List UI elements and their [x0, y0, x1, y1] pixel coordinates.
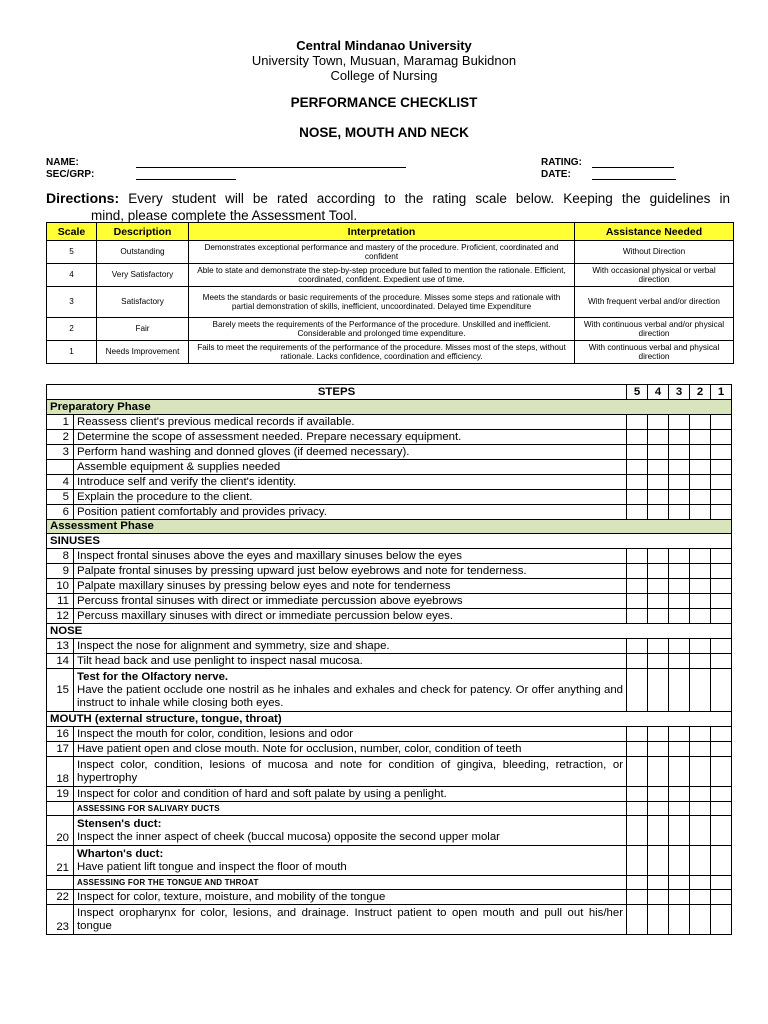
score-cell[interactable] [648, 579, 669, 594]
score-cell[interactable] [627, 742, 648, 757]
step-text: Explain the procedure to the client. [74, 490, 627, 505]
score-cell[interactable] [669, 475, 690, 490]
score-cell[interactable] [690, 445, 711, 460]
scale-header: Scale [47, 223, 97, 241]
score-cell[interactable] [648, 876, 669, 890]
score-cell[interactable] [690, 669, 711, 712]
step-number: 16 [47, 727, 74, 742]
score-cell[interactable] [669, 727, 690, 742]
score-cell[interactable] [627, 445, 648, 460]
score-cell[interactable] [690, 549, 711, 564]
directions-text-line2: mind, please complete the Assessment Tool. [91, 208, 358, 223]
step-row [47, 579, 732, 594]
score-cell[interactable] [669, 654, 690, 669]
step-text: Inspect the nose for alignment and symmetry, size and shape. [74, 639, 627, 654]
step-number: 15 [47, 669, 74, 712]
score-cell[interactable] [648, 564, 669, 579]
step-row [47, 639, 732, 654]
score-cell[interactable] [669, 802, 690, 816]
scale-row [47, 264, 734, 287]
steps-checklist-table [46, 384, 732, 935]
score-cell[interactable] [690, 594, 711, 609]
step-number: 10 [47, 579, 74, 594]
step-text: Inspect for color and condition of hard and soft palate by using a penlight. [74, 787, 627, 802]
college-name: College of Nursing [330, 68, 438, 83]
step-text: Inspect for color, texture, moisture, and mobility of the tongue [74, 890, 627, 905]
step-number: 6 [47, 505, 74, 520]
assessment-phase-label: Assessment Phase [47, 520, 732, 534]
score-cell[interactable] [648, 890, 669, 905]
score-cell[interactable] [669, 876, 690, 890]
score-header: 5 [627, 385, 648, 400]
score-cell[interactable] [690, 742, 711, 757]
score-cell[interactable] [690, 430, 711, 445]
step-number: 1 [47, 415, 74, 430]
score-cell[interactable] [669, 787, 690, 802]
score-cell[interactable] [648, 905, 669, 935]
score-cell[interactable] [711, 787, 732, 802]
step-text: Inspect the mouth for color, condition, lesions and odor [74, 727, 627, 742]
scale-assistance: With frequent verbal and/or direction [575, 287, 734, 318]
nose-section-label: NOSE [47, 624, 732, 639]
score-cell[interactable] [669, 742, 690, 757]
score-cell[interactable] [711, 490, 732, 505]
step-text: Position patient comfortably and provides privacy. [74, 505, 627, 520]
step-number: 4 [47, 475, 74, 490]
score-cell[interactable] [711, 564, 732, 579]
score-cell[interactable] [690, 905, 711, 935]
description-header: Description [97, 223, 189, 241]
secgrp-field[interactable] [136, 179, 236, 180]
step-row [47, 890, 732, 905]
score-cell[interactable] [711, 505, 732, 520]
score-cell[interactable] [690, 787, 711, 802]
score-cell[interactable] [627, 757, 648, 787]
secgrp-label: SEC/GRP: [46, 169, 95, 180]
score-cell[interactable] [690, 579, 711, 594]
scale-assistance: Without Direction [575, 241, 734, 264]
score-cell[interactable] [648, 505, 669, 520]
step-text [74, 669, 627, 712]
score-cell[interactable] [627, 639, 648, 654]
salivary-ducts-label: ASSESSING FOR SALIVARY DUCTS [74, 802, 627, 816]
step-row [47, 609, 732, 624]
scale-value: 5 [47, 241, 97, 264]
scale-interpretation: Fails to meet the requirements of the performance of the procedure. Misses most of the steps, without rationale. Lacks confidence, coordination and efficiency. [189, 341, 575, 364]
score-cell[interactable] [627, 905, 648, 935]
rating-scale-table [46, 222, 734, 364]
score-cell[interactable] [690, 846, 711, 876]
step-row [47, 475, 732, 490]
score-cell[interactable] [648, 669, 669, 712]
scale-value: 1 [47, 341, 97, 364]
step-row [47, 460, 732, 475]
phase-row [47, 400, 732, 415]
step-text [74, 816, 627, 846]
document-title: PERFORMANCE CHECKLIST [290, 95, 478, 110]
score-cell[interactable] [711, 802, 732, 816]
scale-description: Needs Improvement [97, 341, 189, 364]
score-cell[interactable] [648, 549, 669, 564]
score-cell[interactable] [669, 594, 690, 609]
score-cell[interactable] [711, 639, 732, 654]
score-cell[interactable] [627, 460, 648, 475]
score-cell[interactable] [711, 430, 732, 445]
step-title: Wharton's duct: [77, 847, 164, 860]
directions [46, 190, 730, 224]
score-cell[interactable] [669, 564, 690, 579]
document-subtitle: NOSE, MOUTH AND NECK [299, 125, 469, 140]
score-header: 1 [711, 385, 732, 400]
step-number: 13 [47, 639, 74, 654]
step-text: Tilt head back and use penlight to inspect nasal mucosa. [74, 654, 627, 669]
score-cell[interactable] [711, 846, 732, 876]
document-header [0, 38, 768, 141]
score-cell[interactable] [669, 609, 690, 624]
score-cell[interactable] [690, 816, 711, 846]
step-number: 18 [47, 757, 74, 787]
step-row [47, 787, 732, 802]
step-row [47, 415, 732, 430]
university-name: Central Mindanao University [296, 38, 472, 53]
score-cell[interactable] [711, 876, 732, 890]
score-cell[interactable] [669, 757, 690, 787]
score-cell[interactable] [627, 579, 648, 594]
scale-row [47, 341, 734, 364]
scale-row [47, 318, 734, 341]
date-label: DATE: [541, 169, 571, 180]
step-row [47, 654, 732, 669]
subsection-row [47, 876, 732, 890]
preparatory-phase-label: Preparatory Phase [47, 400, 732, 415]
step-row [47, 430, 732, 445]
score-cell[interactable] [669, 639, 690, 654]
score-cell[interactable] [711, 549, 732, 564]
steps-header-row [47, 385, 732, 400]
step-row [47, 490, 732, 505]
score-cell[interactable] [627, 876, 648, 890]
score-cell[interactable] [690, 415, 711, 430]
score-cell[interactable] [669, 549, 690, 564]
score-cell[interactable] [669, 460, 690, 475]
score-cell[interactable] [627, 816, 648, 846]
score-cell[interactable] [711, 579, 732, 594]
scale-value: 2 [47, 318, 97, 341]
step-row [47, 757, 732, 787]
score-cell[interactable] [669, 816, 690, 846]
step-title: Test for the Olfactory nerve. [77, 670, 229, 683]
step-number: 22 [47, 890, 74, 905]
step-number: 8 [47, 549, 74, 564]
score-cell[interactable] [648, 727, 669, 742]
university-address: University Town, Musuan, Maramag Bukidnon [251, 53, 517, 68]
step-number: 11 [47, 594, 74, 609]
scale-interpretation: Demonstrates exceptional performance and mastery of the procedure. Proficient, coordinated and confident [189, 241, 575, 264]
step-number: 14 [47, 654, 74, 669]
score-cell[interactable] [711, 475, 732, 490]
empty-number-cell [47, 802, 74, 816]
score-cell[interactable] [711, 890, 732, 905]
assistance-header: Assistance Needed [575, 223, 734, 241]
empty-number-cell [47, 876, 74, 890]
score-cell[interactable] [690, 890, 711, 905]
step-row [47, 445, 732, 460]
score-cell[interactable] [690, 757, 711, 787]
step-description: Have the patient occlude one nostril as he inhales and exhales and check for patency. Or offer anything and instruct to inhale while closing both eyes. [77, 683, 624, 709]
score-header: 2 [690, 385, 711, 400]
score-cell[interactable] [711, 445, 732, 460]
score-cell[interactable] [669, 579, 690, 594]
score-cell[interactable] [648, 816, 669, 846]
score-cell[interactable] [690, 490, 711, 505]
score-cell[interactable] [648, 639, 669, 654]
scale-row [47, 287, 734, 318]
step-text: Determine the scope of assessment needed. Prepare necessary equipment. [74, 430, 627, 445]
score-cell[interactable] [648, 742, 669, 757]
step-text: Inspect frontal sinuses above the eyes and maxillary sinuses below the eyes [74, 549, 627, 564]
score-cell[interactable] [627, 430, 648, 445]
score-cell[interactable] [690, 727, 711, 742]
name-label: NAME: [46, 157, 79, 168]
step-text [74, 846, 627, 876]
directions-label: Directions: [46, 190, 120, 206]
step-text: Percuss frontal sinuses with direct or immediate percussion above eyebrows [74, 594, 627, 609]
step-text: Reassess client's previous medical records if available. [74, 415, 627, 430]
rating-label: RATING: [541, 157, 582, 168]
score-cell[interactable] [711, 727, 732, 742]
scale-value: 3 [47, 287, 97, 318]
step-row [47, 742, 732, 757]
interpretation-header: Interpretation [189, 223, 575, 241]
score-cell[interactable] [711, 460, 732, 475]
step-text: Inspect color, condition, lesions of mucosa and note for condition of gingiva, bleeding, retraction, or hypertrophy [74, 757, 627, 787]
score-cell[interactable] [669, 846, 690, 876]
score-cell[interactable] [627, 787, 648, 802]
score-cell[interactable] [669, 905, 690, 935]
step-row [47, 505, 732, 520]
step-text: Have patient open and close mouth. Note for occlusion, number, color, condition of teeth [74, 742, 627, 757]
score-cell[interactable] [711, 757, 732, 787]
score-cell[interactable] [690, 505, 711, 520]
score-cell[interactable] [669, 890, 690, 905]
score-cell[interactable] [648, 460, 669, 475]
score-cell[interactable] [648, 609, 669, 624]
section-row [47, 534, 732, 549]
step-number: 21 [47, 846, 74, 876]
scale-description: Satisfactory [97, 287, 189, 318]
score-cell[interactable] [690, 460, 711, 475]
scale-description: Fair [97, 318, 189, 341]
scale-assistance: With occasional physical or verbal direction [575, 264, 734, 287]
score-cell[interactable] [627, 609, 648, 624]
step-number: 2 [47, 430, 74, 445]
score-cell[interactable] [648, 787, 669, 802]
score-cell[interactable] [690, 876, 711, 890]
scale-row [47, 241, 734, 264]
steps-header: STEPS [47, 385, 627, 400]
step-row [47, 905, 732, 935]
step-number: 3 [47, 445, 74, 460]
scale-assistance: With continuous verbal and physical direction [575, 341, 734, 364]
score-cell[interactable] [690, 564, 711, 579]
score-header: 3 [669, 385, 690, 400]
phase-row [47, 520, 732, 534]
step-row [47, 594, 732, 609]
score-cell[interactable] [648, 802, 669, 816]
score-cell[interactable] [627, 415, 648, 430]
score-header: 4 [648, 385, 669, 400]
score-cell[interactable] [627, 490, 648, 505]
scale-interpretation: Meets the standards or basic requirements of the procedure. Misses some steps and rationale with partial demonstration of skills, inefficient, uncoordinated. Delayed time Expenditure [189, 287, 575, 318]
score-cell[interactable] [627, 802, 648, 816]
score-cell[interactable] [648, 430, 669, 445]
step-row [47, 816, 732, 846]
score-cell[interactable] [627, 846, 648, 876]
section-row [47, 712, 732, 727]
scale-description: Outstanding [97, 241, 189, 264]
step-number [47, 460, 74, 475]
rating-field[interactable] [592, 167, 674, 168]
subsection-row [47, 802, 732, 816]
step-text: Perform hand washing and donned gloves (if deemed necessary). [74, 445, 627, 460]
score-cell[interactable] [690, 654, 711, 669]
step-number: 23 [47, 905, 74, 935]
scale-interpretation: Barely meets the requirements of the Performance of the procedure. Unskilled and inefficient. Considerable and prolonged time expenditure. [189, 318, 575, 341]
score-cell[interactable] [711, 654, 732, 669]
step-row [47, 549, 732, 564]
score-cell[interactable] [627, 564, 648, 579]
score-cell[interactable] [711, 905, 732, 935]
step-row [47, 564, 732, 579]
step-row [47, 846, 732, 876]
step-number: 12 [47, 609, 74, 624]
step-row [47, 669, 732, 712]
score-cell[interactable] [711, 669, 732, 712]
score-cell[interactable] [711, 816, 732, 846]
mouth-section-label: MOUTH (external structure, tongue, throat) [47, 712, 732, 727]
score-cell[interactable] [648, 475, 669, 490]
score-cell[interactable] [648, 757, 669, 787]
score-cell[interactable] [669, 490, 690, 505]
scale-interpretation: Able to state and demonstrate the step-by-step procedure but failed to mention the rationale. Efficient, coordinated, confident. Expedient use of time. [189, 264, 575, 287]
score-cell[interactable] [648, 594, 669, 609]
step-text: Assemble equipment & supplies needed [74, 460, 627, 475]
score-cell[interactable] [627, 669, 648, 712]
step-text: Palpate frontal sinuses by pressing upward just below eyebrows and note for tenderness. [74, 564, 627, 579]
step-number: 20 [47, 816, 74, 846]
score-cell[interactable] [627, 890, 648, 905]
score-cell[interactable] [711, 742, 732, 757]
score-cell[interactable] [627, 594, 648, 609]
step-row [47, 727, 732, 742]
score-cell[interactable] [627, 727, 648, 742]
step-text: Palpate maxillary sinuses by pressing below eyes and note for tenderness [74, 579, 627, 594]
tongue-throat-label: ASSESSING FOR THE TONGUE AND THROAT [74, 876, 627, 890]
section-row [47, 624, 732, 639]
score-cell[interactable] [690, 802, 711, 816]
date-field[interactable] [592, 179, 676, 180]
score-cell[interactable] [669, 430, 690, 445]
step-number: 19 [47, 787, 74, 802]
score-cell[interactable] [648, 415, 669, 430]
score-cell[interactable] [690, 639, 711, 654]
score-cell[interactable] [690, 475, 711, 490]
score-cell[interactable] [627, 654, 648, 669]
step-description: Have patient lift tongue and inspect the floor of mouth [77, 860, 347, 873]
score-cell[interactable] [627, 505, 648, 520]
directions-text-line1: Every student will be rated according to the rating scale below. Keeping the guidelines in [128, 191, 730, 206]
score-cell[interactable] [711, 594, 732, 609]
score-cell[interactable] [690, 609, 711, 624]
score-cell[interactable] [627, 549, 648, 564]
score-cell[interactable] [669, 415, 690, 430]
score-cell[interactable] [669, 505, 690, 520]
step-text: Percuss maxillary sinuses with direct or immediate percussion below eyes. [74, 609, 627, 624]
step-text: Inspect oropharynx for color, lesions, and drainage. Instruct patient to open mouth and pull out his/her tongue [74, 905, 627, 935]
sinuses-section-label: SINUSES [47, 534, 732, 549]
step-number: 9 [47, 564, 74, 579]
score-cell[interactable] [648, 490, 669, 505]
step-number: 17 [47, 742, 74, 757]
step-title: Stensen's duct: [77, 817, 162, 830]
score-cell[interactable] [669, 445, 690, 460]
step-text: Introduce self and verify the client's identity. [74, 475, 627, 490]
name-field[interactable] [136, 167, 406, 168]
step-number: 5 [47, 490, 74, 505]
score-cell[interactable] [627, 475, 648, 490]
score-cell[interactable] [648, 445, 669, 460]
score-cell[interactable] [648, 846, 669, 876]
scale-description: Very Satisfactory [97, 264, 189, 287]
scale-value: 4 [47, 264, 97, 287]
score-cell[interactable] [669, 669, 690, 712]
score-cell[interactable] [648, 654, 669, 669]
step-description: Inspect the inner aspect of cheek (buccal mucosa) opposite the second upper molar [77, 830, 500, 843]
score-cell[interactable] [711, 609, 732, 624]
score-cell[interactable] [711, 415, 732, 430]
scale-assistance: With continuous verbal and/or physical direction [575, 318, 734, 341]
